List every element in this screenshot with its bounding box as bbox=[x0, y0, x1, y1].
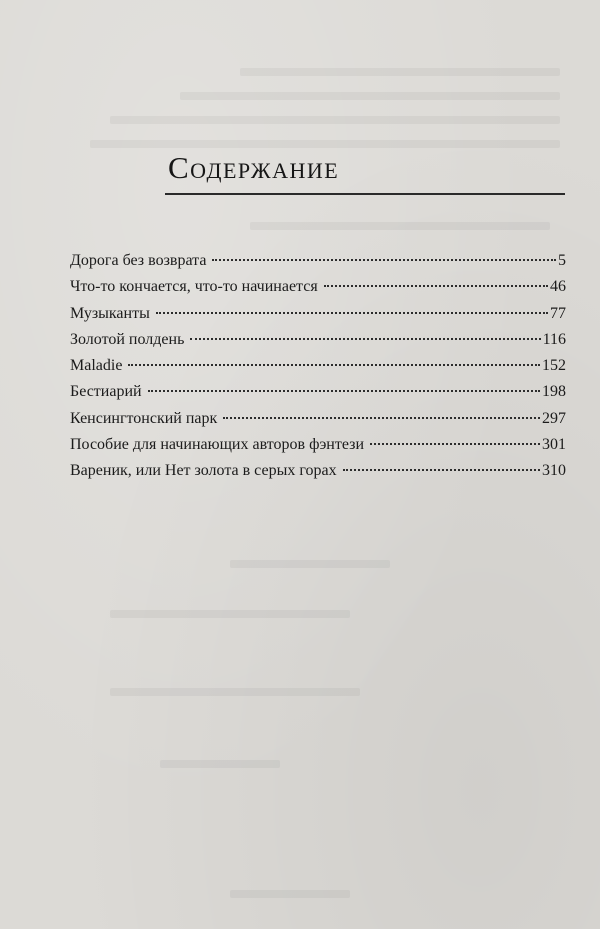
toc-dot-leader bbox=[223, 417, 540, 419]
show-through-line bbox=[90, 140, 560, 148]
toc-dot-leader bbox=[156, 312, 548, 314]
toc-entry bbox=[70, 353, 566, 379]
toc-entry bbox=[70, 406, 566, 432]
toc-entry bbox=[70, 432, 566, 458]
toc-dot-leader bbox=[128, 364, 540, 366]
toc-entry-title: Вареник, или Нет золота в серых горах bbox=[70, 462, 337, 480]
toc-entry-title: Дорога без возврата bbox=[70, 252, 207, 269]
toc-entry-page: 310 bbox=[542, 462, 566, 480]
toc-entry bbox=[70, 379, 566, 405]
page-title: Содержание bbox=[168, 150, 340, 185]
table-of-contents bbox=[70, 248, 566, 485]
toc-entry-page: 5 bbox=[558, 252, 566, 269]
show-through-line bbox=[110, 610, 350, 618]
show-through-line bbox=[110, 688, 360, 696]
toc-entry-page: 116 bbox=[542, 330, 566, 348]
toc-entry bbox=[70, 274, 566, 300]
toc-entry-page: 297 bbox=[542, 409, 566, 427]
toc-dot-leader bbox=[148, 390, 540, 392]
toc-entry bbox=[70, 458, 566, 484]
toc-dot-leader bbox=[212, 259, 556, 261]
toc-entry bbox=[70, 248, 566, 274]
toc-entry-title: Музыканты bbox=[70, 304, 150, 322]
toc-entry-title: Что-то кончается, что-то начинается bbox=[70, 278, 318, 296]
toc-dot-leader bbox=[343, 469, 540, 471]
show-through-line bbox=[160, 760, 280, 768]
toc-entry bbox=[70, 327, 566, 353]
show-through-line bbox=[110, 116, 560, 124]
toc-dot-leader bbox=[370, 443, 540, 445]
toc-entry-title: Золотой полдень bbox=[70, 330, 185, 348]
show-through-line bbox=[230, 890, 350, 898]
show-through-line bbox=[230, 560, 390, 568]
toc-entry bbox=[70, 301, 566, 327]
toc-entry-title: Пособие для начинающих авторов фэнтези bbox=[70, 436, 365, 454]
toc-entry-title: Кенсингтонский парк bbox=[70, 409, 218, 427]
toc-entry-page: 152 bbox=[542, 357, 566, 375]
toc-entry-page: 198 bbox=[542, 383, 566, 401]
toc-entry-title: Бестиарий bbox=[70, 383, 142, 401]
toc-entry-page: 46 bbox=[550, 278, 566, 296]
show-through-line bbox=[240, 68, 560, 76]
show-through-line bbox=[180, 92, 560, 100]
toc-dot-leader bbox=[324, 285, 548, 287]
title-underline bbox=[165, 193, 565, 195]
toc-dot-leader bbox=[190, 338, 540, 340]
toc-entry-page: 301 bbox=[542, 436, 566, 454]
toc-entry-title: Maladie bbox=[70, 357, 123, 375]
toc-entry-page: 77 bbox=[550, 304, 566, 322]
show-through-line bbox=[250, 222, 550, 230]
